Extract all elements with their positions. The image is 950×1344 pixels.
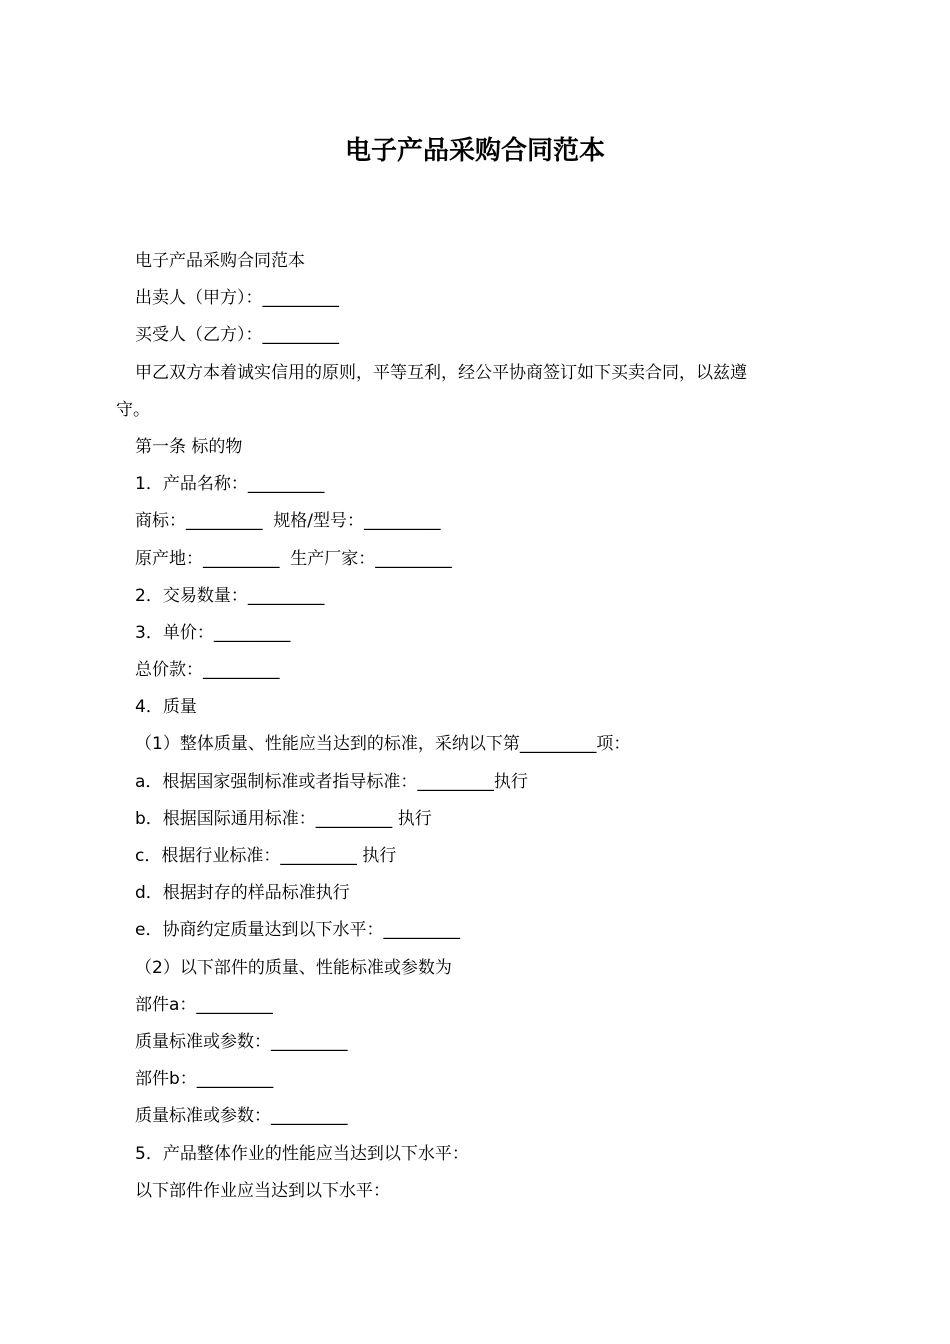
brand-model-line: 商标：_________ 规格/型号：_________ (135, 511, 441, 532)
quality-option-d: d．根据封存的样品标准执行 (135, 883, 350, 904)
preamble-continuation: 守。 (116, 399, 150, 420)
quality-clause-2: （2）以下部件的质量、性能标准或参数为 (135, 957, 452, 978)
seller-line: 出卖人（甲方）：_________ (135, 288, 339, 309)
part-b-standard-line: 质量标准或参数：_________ (135, 1106, 348, 1127)
buyer-line: 买受人（乙方）：_________ (135, 325, 339, 346)
origin-manufacturer-line: 原产地：_________ 生产厂家：_________ (135, 548, 452, 569)
quality-heading: 4．质量 (135, 697, 197, 718)
parts-performance-line: 以下部件作业应当达到以下水平： (135, 1180, 390, 1201)
performance-line: 5．产品整体作业的性能应当达到以下水平： (135, 1143, 469, 1164)
document-title: 电子产品采购合同范本 (344, 136, 605, 166)
quality-option-b: b．根据国际通用标准：_________ 执行 (135, 808, 432, 829)
unit-price-line: 3．单价：_________ (135, 622, 291, 643)
part-a-standard-line: 质量标准或参数：_________ (135, 1031, 348, 1052)
quality-clause-1: （1）整体质量、性能应当达到的标准，采纳以下第_________项： (135, 734, 631, 755)
quality-option-c: c．根据行业标准：_________ 执行 (135, 846, 397, 866)
total-price-line: 总价款：_________ (135, 660, 280, 681)
quality-option-e: e．协商约定质量达到以下水平：_________ (135, 920, 460, 941)
body-heading: 电子产品采购合同范本 (135, 251, 305, 271)
quality-option-a: a．根据国家强制标准或者指导标准：_________执行 (135, 771, 528, 792)
article-one-heading: 第一条 标的物 (135, 436, 243, 457)
part-b-line: 部件b：_________ (135, 1069, 274, 1090)
preamble-line: 甲乙双方本着诚实信用的原则，平等互利，经公平协商签订如下买卖合同，以兹遵 (135, 362, 747, 383)
part-a-line: 部件a：_________ (135, 994, 273, 1015)
quantity-line: 2．交易数量：_________ (135, 585, 325, 606)
product-name-line: 1．产品名称：_________ (135, 474, 325, 495)
document-body (116, 243, 836, 1210)
